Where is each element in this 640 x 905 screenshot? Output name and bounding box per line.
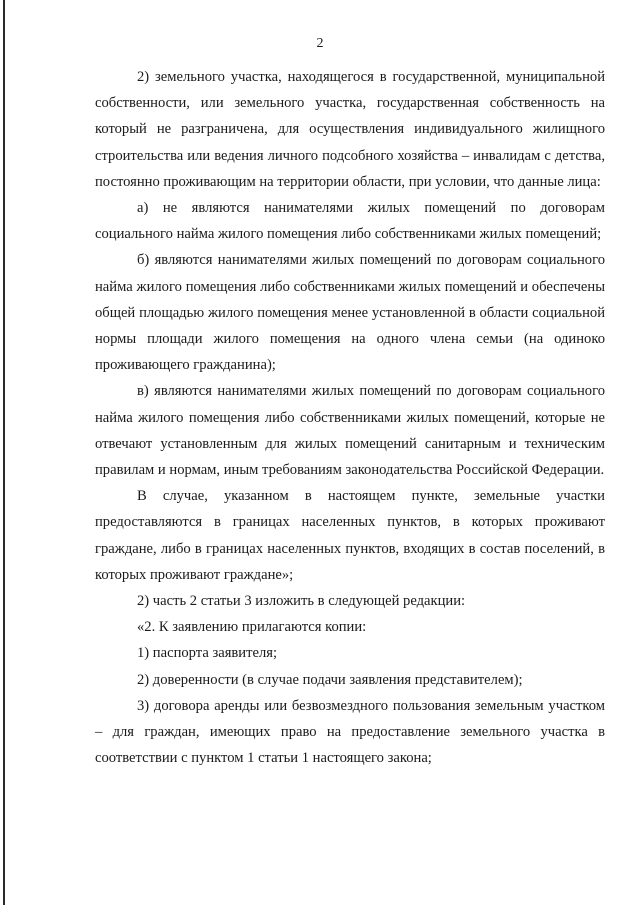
paragraph-attachments-intro: «2. К заявлению прилагаются копии: [137,619,367,636]
page-number: 2 [316,36,324,51]
paragraph-subitem-a: а) не являются нанимателями жилых помещений по договорам социального найма жилого помещения либо собственниками жилых помещений; [95,200,605,243]
paragraph-attachment-1: 1) паспорта заявителя; [137,645,278,662]
paragraph-amendment-2: 2) часть 2 статьи 3 изложить в следующей редакции: [137,593,466,610]
paragraph-attachment-3: 3) договора аренды или безвозмездного пользования земельным участком – для граждан, имеющих право на предоставление земельного участка в соответствии с пунктом 1 статьи 1 настоящего закона; [95,697,605,767]
scan-edge-line [3,0,5,905]
document-body [95,64,605,771]
paragraph-subitem-b: б) являются нанимателями жилых помещений по договорам социального найма жилого помещения либо собственниками жилых помещений и обеспечены общей площадью жилого помещения менее установленной в области социальной нормы площади жилого помещения на одного члена семьи (на одиноко проживающего гражданина); [95,252,605,374]
paragraph-case-note: В случае, указанном в настоящем пункте, земельные участки предоставляются в границах населенных пунктов, в которых проживают граждане, либо в границах населенных пунктов, входящих в состав поселений, в которых проживают граждане»; [95,488,605,583]
paragraph-attachment-2: 2) доверенности (в случае подачи заявления представителем); [137,671,523,688]
paragraph-item-2: 2) земельного участка, находящегося в государственной, муниципальной собственности, или земельного участка, государственная собственность на который не разграничена, для осуществления индивидуального жилищного строительства или ведения личного подсобного хозяйства – инвалидам с детства, постоянно проживающим на территории области, при условии, что данные лица: [95,69,605,190]
paragraph-subitem-v: в) являются нанимателями жилых помещений по договорам социального найма жилого помещения либо собственниками жилых помещений, которые не отвечают установленным для жилых помещений санитарным и техническим правилам и нормам, иным требованиям законодательства Российской Федерации. [95,383,605,479]
